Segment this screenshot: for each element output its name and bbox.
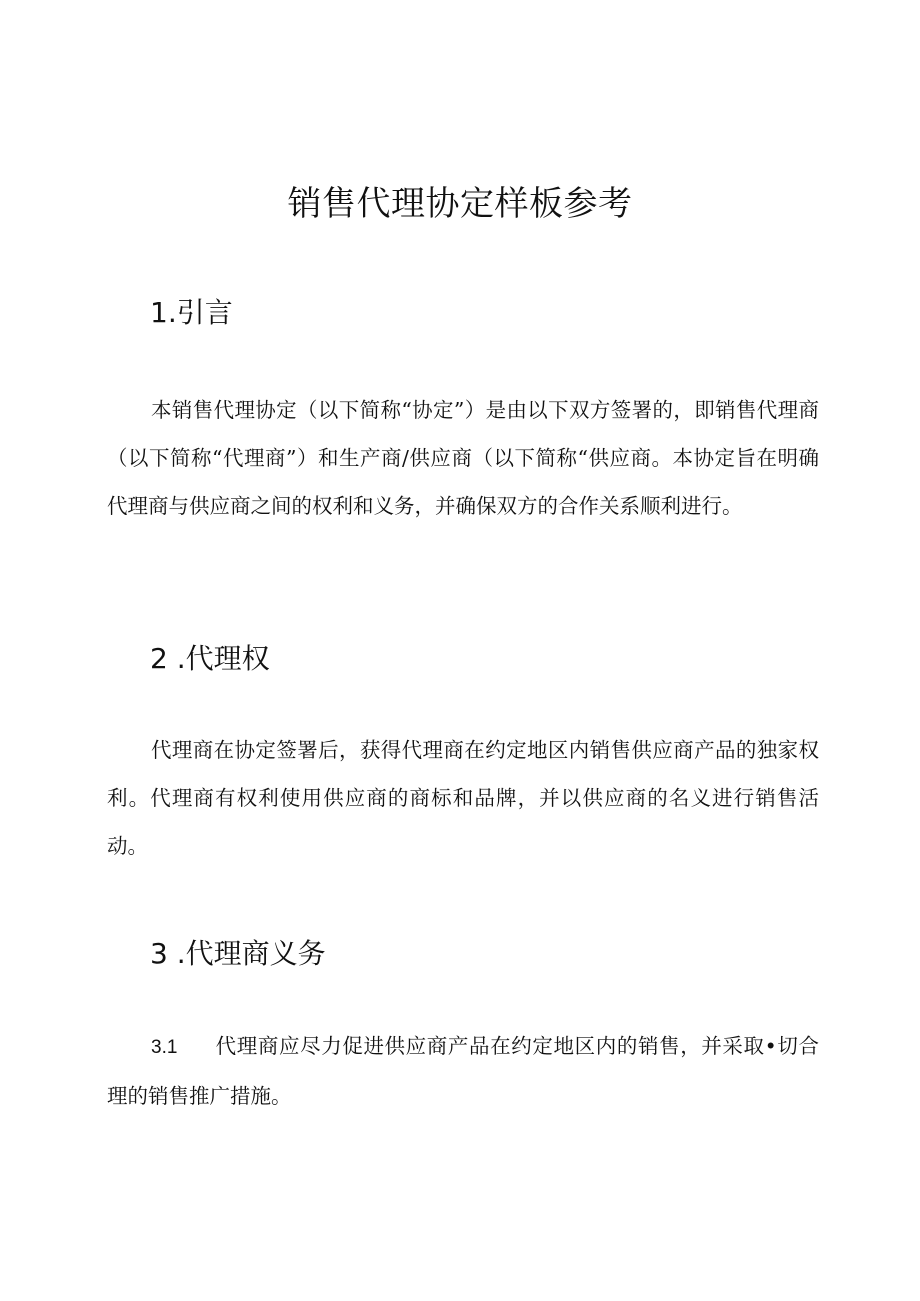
- document-title: 销售代理协定样板参考: [287, 184, 633, 224]
- section-heading-agent-obligations: 3 .代理商义务: [150, 937, 326, 970]
- section-paragraph-agency-rights: 代理商在协定签署后，获得代理商在约定地区内销售供应商产品的独家权利。代理商有权利使用供应商的商标和品牌，并以供应商的名义进行销售活动。: [107, 738, 819, 858]
- section-heading-agency-rights: 2 .代理权: [150, 642, 270, 675]
- section-paragraph-introduction: 本销售代理协定（以下简称“协定”）是由以下双方签署的，即销售代理商（以下简称“代理商”）和生产商/供应商（以下简称“供应商。本协定旨在明确代理商与供应商之间的权利和义务，并确保双方的合作关系顺利进行。: [107, 398, 819, 518]
- clause-3-1: [107, 1022, 819, 1120]
- clause-number: 3.1: [151, 1037, 178, 1058]
- clause-text: 代理商应尽力促进供应商产品在约定地区内的销售，并采取•切合理的销售推广措施。: [107, 1034, 819, 1108]
- section-heading-introduction: 1.引言: [150, 296, 233, 329]
